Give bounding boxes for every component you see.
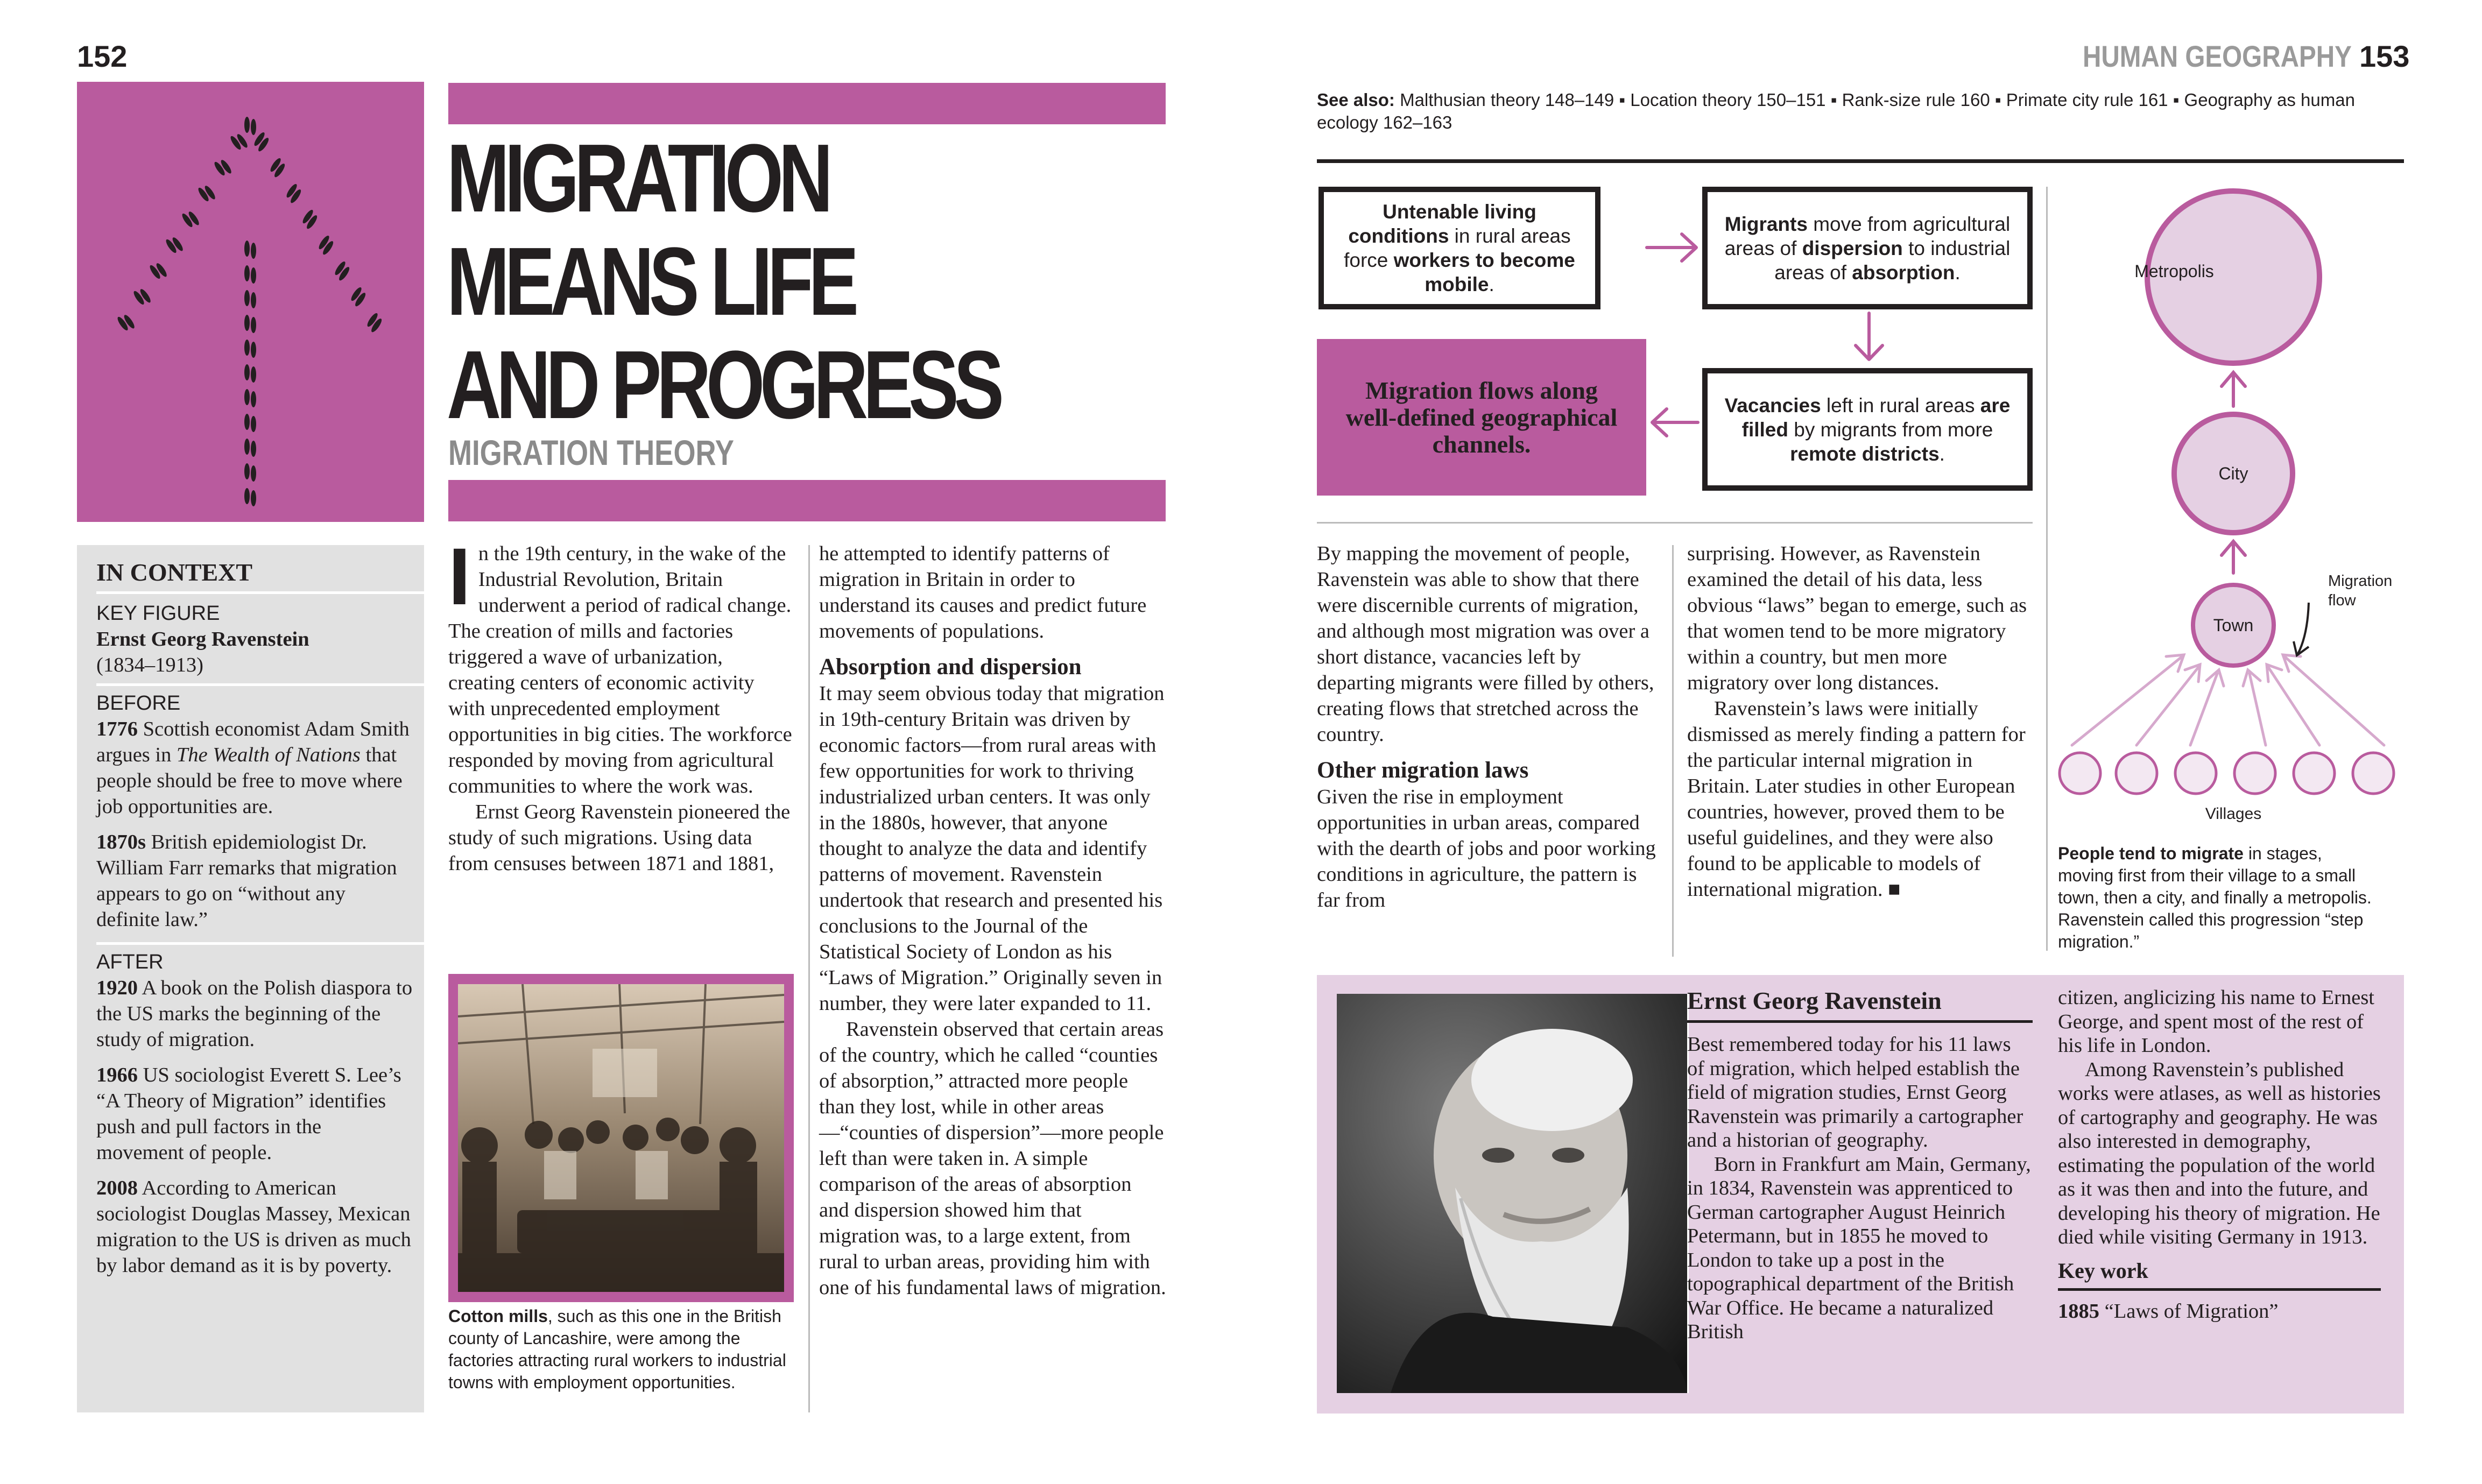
entry-year: 1966 <box>96 1064 138 1086</box>
footprint-icon <box>316 234 336 256</box>
flow-bold: remote districts <box>1790 442 1940 465</box>
paragraph: Among Ravenstein’s published works were atlases, as well as histories of cartography and geography. He was also interested in demography, estimating the population of the world as it was then and into the future, and developing his theory of migration. He died while visiting Germany in 1913. <box>2058 1058 2381 1248</box>
flowchart-rule <box>1317 522 2033 524</box>
divider <box>96 683 424 686</box>
footprint-icon <box>284 182 304 204</box>
villages-label: Villages <box>2205 805 2262 823</box>
divider <box>96 591 424 594</box>
bio-heading-rule <box>1687 1020 2033 1023</box>
page-number-right: 153 <box>2359 39 2410 73</box>
city-label: City <box>2218 464 2248 483</box>
body-column-4 <box>1687 541 2033 902</box>
entry-text: According to American sociologist Douglas Massey, Mexican migration to the US is driven as much by labor demand as it is by poverty. <box>96 1177 411 1277</box>
see-also-text: Malthusian theory 148–149 ▪ Location theory 150–151 ▪ Rank-size rule 160 ▪ Primate city rule 161 ▪ Geography as human ecology 162–163 <box>1317 90 2355 132</box>
context-entry <box>96 975 413 1052</box>
photo-caption <box>448 1305 793 1394</box>
bio-column-1 <box>1687 986 2033 1344</box>
paragraph: he attempted to identify patterns of migration in Britain in order to understand its causes and predict future movements of populations. <box>819 542 1147 642</box>
entry-year: 1920 <box>96 977 138 999</box>
paragraph: Ravenstein observed that certain areas of the country, which he called “counties of absorption,” attracted more people than they lost, while in other areas—“counties of dispersion”—more people left than were taken in. A simple comparison of the areas of absorption and dispersion showed him that migration was, to a large extent, from rural to urban areas, providing him with one of his fundamental laws of migration. <box>819 1018 1166 1299</box>
village-circle <box>2294 753 2335 794</box>
footprint-icon <box>244 290 256 308</box>
footprint-icon <box>132 286 152 307</box>
column-rule <box>1672 545 1674 957</box>
bio-heading: Ernst Georg Ravenstein <box>1687 987 1942 1014</box>
flow-bold: Migrants <box>1724 213 1808 235</box>
title-line-1: MIGRATION <box>447 124 828 232</box>
flow-text: left in rural areas <box>1821 394 1980 416</box>
footprint-icon <box>244 389 256 407</box>
flowchart-arrows <box>1313 178 2045 511</box>
entry-text: Scottish economist Adam Smith argues in <box>96 718 410 766</box>
divider <box>96 942 424 945</box>
footprint-icon <box>244 315 256 333</box>
flow-text: to industrial areas of <box>1774 237 2011 284</box>
paragraph: Best remembered today for his 11 laws of migration, which helped establish the field of migration studies, Ernst Georg Ravenstein was primarily a cartographer and a historian of geography. <box>1687 1033 2023 1151</box>
flow-text: by migrants from more <box>1788 418 1993 441</box>
before-label: BEFORE <box>96 692 181 715</box>
village-circle <box>2234 753 2275 794</box>
flow-text: . <box>1489 273 1494 295</box>
paragraph: By mapping the movement of people, Ravenstein was able to show that there were discernible currents of migration, and although most migration was over a short distance, vacancies left by departing migrants were filled by others, creating flows that stretched across the country. <box>1317 542 1654 746</box>
flow-text: . <box>1939 442 1945 465</box>
title-bar-top <box>448 83 1166 124</box>
paragraph: citizen, anglicizing his name to Ernest George, and spent most of the rest of his life in London. <box>2058 986 2375 1057</box>
footprint-icon <box>267 157 288 178</box>
entry-text: A book on the Polish diaspora to the US marks the beginning of the study of migration. <box>96 977 413 1051</box>
footprint-icon <box>244 488 256 506</box>
paragraph: Given the rise in employment opportunities in urban areas, compared with the dearth of jobs and poor working conditions in agriculture, the pattern is far from <box>1317 786 1656 911</box>
footprint-icon <box>332 260 352 281</box>
cotton-mill-photo <box>458 984 784 1292</box>
footprint-icon <box>148 260 168 281</box>
footprint-icon <box>300 208 320 230</box>
flow-bold: Untenable living <box>1383 201 1536 223</box>
entry-text: British epidemiologist Dr. William Farr remarks that migration appears to go on “without any definite law.” <box>96 831 397 931</box>
key-figure-dates: (1834–1913) <box>96 654 203 676</box>
section-heading: Other migration laws <box>1317 758 1529 783</box>
in-context-box <box>77 545 424 1412</box>
page-title <box>447 124 999 439</box>
key-figure-label: KEY FIGURE <box>96 602 220 625</box>
footprint-icon <box>364 312 385 333</box>
entry-text: that people should be free to move where job opportunities are. <box>96 744 403 818</box>
town-label: Town <box>2213 616 2254 635</box>
key-work-year: 1885 <box>2058 1299 2099 1323</box>
portrait-image <box>1337 994 1688 1393</box>
key-work-entry <box>2058 1299 2386 1324</box>
village-circle <box>2060 753 2100 794</box>
context-entry <box>96 829 413 932</box>
footprint-icon <box>244 364 256 383</box>
footprint-icon <box>213 157 233 178</box>
footprint-icon <box>244 117 256 135</box>
footprint-icon <box>244 439 256 457</box>
flow-text: move from agricultural areas of <box>1724 213 2011 259</box>
footprint-icon <box>196 182 217 204</box>
footprint-icon <box>348 286 369 307</box>
running-head: HUMAN GEOGRAPHY <box>2083 39 2352 73</box>
flow-bold: conditions <box>1348 225 1449 247</box>
step-migration-diagram <box>2050 183 2406 829</box>
caption-bold: Cotton mills <box>448 1306 548 1326</box>
entry-italic: The Wealth of Nations <box>176 744 361 766</box>
caption-text: , such as this one in the British county of Lancashire, were among the factories attracting rural workers to industrial towns with employment opportunities. <box>448 1306 786 1392</box>
section-heading: Absorption and dispersion <box>819 654 1082 680</box>
page-number-left: 152 <box>77 39 128 73</box>
context-entry <box>96 1062 413 1165</box>
body-column-1 <box>448 531 794 877</box>
flow-text: in rural areas force <box>1344 225 1571 271</box>
footprints-arrow-icon <box>77 82 424 522</box>
ravenstein-portrait <box>1337 994 1688 1393</box>
caption-bold: People tend to migrate <box>2058 844 2244 863</box>
entry-year: 2008 <box>96 1177 138 1199</box>
footprint-icon <box>229 131 249 152</box>
metropolis-label: Metropolis <box>2134 262 2214 281</box>
paragraph: Ravenstein’s laws were initially dismissed as merely finding a pattern for the particular internal migration in Britain. Later studies in other European countries, however, proved them to be useful guidelines, and they were also found to be applicable to models of international migration. <box>1687 697 2026 901</box>
body-column-3 <box>1317 541 1656 913</box>
footprint-icon <box>244 463 256 482</box>
flow-label-pointer <box>2298 603 2309 654</box>
header-rule <box>1317 159 2404 163</box>
key-figure-name: Ernst Georg Ravenstein <box>96 628 309 651</box>
key-work-rule <box>2058 1288 2381 1291</box>
footprint-icon <box>164 234 185 256</box>
paragraph: Born in Frankfurt am Main, Germany, in 1834, Ravenstein was apprenticed to German cartographer August Heinrich Petermann, but in 1855 he moved to London to take up a post in the topographical department of the British War Office. He became a naturalized British <box>1687 1153 2031 1343</box>
flow-bold: Vacancies <box>1724 394 1821 416</box>
village-circle <box>2116 753 2157 794</box>
flow-bold: are filled <box>1741 394 2011 441</box>
title-line-3: AND PROGRESS <box>447 331 999 439</box>
footprint-icon <box>244 340 256 358</box>
in-context-heading: IN CONTEXT <box>96 559 253 586</box>
context-entry <box>96 1175 413 1278</box>
paragraph: It may seem obvious today that migration in 19th-century Britain was driven by economic factors—from rural areas with few opportunities for work to thriving industrialized urban centers. It was only in the 1880s, however, that anyone thought to analyze the data and identify patterns of movement. Ravenstein undertook that research and presented his conclusions to the Journal of the Statistical Society of London as his “Laws of Migration.” Originally seven in number, they were later expanded to 11. <box>819 682 1165 1015</box>
title-line-2: MEANS LIFE <box>447 228 854 336</box>
column-rule <box>808 545 810 1412</box>
flow-bold: absorption <box>1852 261 1955 284</box>
drop-cap: I <box>448 531 471 621</box>
flow-text: . <box>1955 261 1961 284</box>
flow-box-migration-channels: Migration flows along well-defined geographical channels. <box>1317 339 1646 496</box>
arrow-icon-panel <box>77 82 424 522</box>
entry-year: 1776 <box>96 718 138 740</box>
footprint-icon <box>180 208 201 230</box>
body-column-2 <box>819 541 1166 1301</box>
footprint-icon <box>244 265 256 284</box>
cotton-mill-photo-frame <box>448 974 794 1302</box>
after-label: AFTER <box>96 951 164 973</box>
paragraph: surprising. However, as Ravenstein examined the detail of his data, less obvious “laws” began to emerge, such as that women tend to be more migratory within a country, but men more migratory over long distances. <box>1687 542 2027 694</box>
key-work-heading: Key work <box>2058 1258 2148 1283</box>
key-work-title: “Laws of Migration” <box>2099 1299 2279 1323</box>
context-entry <box>96 716 413 819</box>
paragraph: n the 19th century, in the wake of the Industrial Revolution, Britain underwent a period of radical change. The creation of mills and factories triggered a wave of urbanization, creating centers of economic activity with unprecedented employment opportunities in big cities. The workforce responded by moving from agricultural communities to where the work was. <box>448 542 792 797</box>
footprint-icon <box>244 414 256 432</box>
see-also-label: See also: <box>1317 90 1395 110</box>
end-mark: ■ <box>1888 878 1901 901</box>
footprint-icon <box>116 312 136 333</box>
village-circle <box>2175 753 2216 794</box>
flow-bold: workers to become mobile <box>1393 249 1575 295</box>
title-bar-bottom <box>448 480 1166 521</box>
migration-flow-label: Migration flow <box>2328 573 2393 609</box>
footprint-icon <box>244 241 256 259</box>
column-rule <box>2046 187 2048 951</box>
paragraph: Ernst Georg Ravenstein pioneered the study of such migrations. Using data from censuses between 1871 and 1881, <box>448 801 791 875</box>
caption-text: in stages, moving first from their village to a small town, then a city, and finally a metropolis. Ravenstein called this progression “step migration.” <box>2058 844 2372 951</box>
entry-text: US sociologist Everett S. Lee’s “A Theory of Migration” identifies push and pull factors in the movement of people. <box>96 1064 401 1164</box>
page-subtitle: MIGRATION THEORY <box>448 433 734 472</box>
bio-column-2 <box>2058 986 2386 1323</box>
village-circle <box>2353 753 2394 794</box>
entry-year: 1870s <box>96 831 146 853</box>
step-migration-caption <box>2058 843 2381 953</box>
see-also <box>1317 89 2404 134</box>
flow-bold: dispersion <box>1802 237 1903 259</box>
